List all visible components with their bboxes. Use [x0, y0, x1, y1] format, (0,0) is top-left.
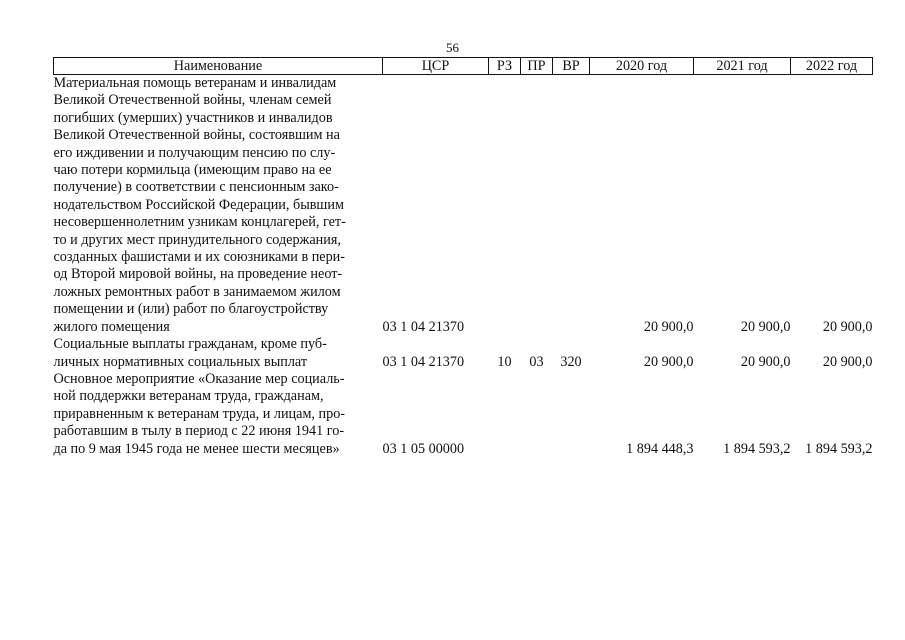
- row-csr: 03 1 04 21370: [382, 353, 465, 370]
- table-row: [54, 75, 873, 337]
- row-name-line: Материальная помощь ветеранам и инвалидам: [53, 75, 337, 91]
- row-name-line: Великой Отечественной войны, состоявшим на: [53, 127, 340, 144]
- row-2021: 20 900,0: [740, 353, 791, 370]
- row-name-line: созданных фашистами и их союзниками в пери-: [53, 249, 345, 266]
- row-2022: 1 894 593,2: [805, 440, 873, 457]
- row-pr: 03: [529, 353, 544, 370]
- header-rz: РЗ: [489, 58, 521, 75]
- row-name-line: нодательством Российской Федерации, бывшим: [53, 196, 344, 213]
- row-name-line: ной поддержки ветеранам труда, гражданам,: [53, 388, 324, 405]
- row-name-line: работавшим в тылу в период с 22 июня 1941 го-: [53, 423, 345, 440]
- header-name: Наименование: [54, 58, 383, 75]
- row-name-line: од Второй мировой войны, на проведение неот-: [53, 266, 343, 283]
- row-name: [54, 371, 383, 458]
- row-name-line: личных нормативных социальных выплат: [53, 353, 308, 370]
- row-name-line: Основное мероприятие «Оказание мер социаль-: [53, 370, 345, 387]
- header-csr: ЦСР: [383, 58, 489, 75]
- row-rz: 10: [497, 353, 512, 370]
- table-header-row: [54, 58, 873, 75]
- header-vr: ВР: [553, 58, 590, 75]
- row-2021: 1 894 593,2: [723, 440, 791, 457]
- row-name-line: Великой Отечественной войны, членам семей: [53, 92, 332, 109]
- row-rz: [489, 75, 521, 337]
- row-name-line: ложных ремонтных работ в занимаемом жилом: [53, 283, 341, 300]
- row-name-line: его иждивении и получающим пенсию по слу-: [53, 144, 336, 161]
- row-name-line: Социальные выплаты гражданам, кроме пуб-: [53, 336, 327, 353]
- page-number: 56: [446, 40, 459, 55]
- table-row: [54, 336, 873, 371]
- budget-table: [53, 57, 873, 458]
- row-vr: 320: [560, 353, 582, 370]
- table-row: [54, 371, 873, 458]
- header-2021: 2021 год: [694, 58, 791, 75]
- row-name-line: да по 9 мая 1945 года не менее шести месяцев»: [53, 440, 340, 457]
- row-2021: 20 900,0: [740, 318, 791, 335]
- row-name-line: жилого помещения: [53, 318, 170, 335]
- row-name-line: получение) в соответствии с пенсионным зако-: [53, 179, 339, 196]
- row-2020: 1 894 448,3: [626, 440, 694, 457]
- row-name-line: помещении и (или) работ по благоустройству: [53, 301, 329, 318]
- row-2020: 20 900,0: [643, 353, 694, 370]
- row-vr: [553, 75, 590, 337]
- row-name: [54, 75, 383, 337]
- row-name-line: то и других мест принудительного содержания,: [53, 231, 341, 248]
- row-name-line: погибших (умерших) участников и инвалидов: [53, 109, 333, 126]
- row-name: [54, 336, 383, 371]
- header-2022: 2022 год: [791, 58, 873, 75]
- row-pr: [521, 75, 553, 337]
- row-2022: 20 900,0: [822, 353, 873, 370]
- row-2020: 20 900,0: [643, 318, 694, 335]
- row-2022: 20 900,0: [822, 318, 873, 335]
- row-csr: 03 1 04 21370: [382, 318, 465, 335]
- header-pr: ПР: [521, 58, 553, 75]
- row-pr: [521, 371, 553, 458]
- row-name-line: несовершеннолетним узникам концлагерей, гет-: [53, 214, 346, 231]
- row-rz: [489, 371, 521, 458]
- row-name-line: чаю потери кормильца (имеющим право на ее: [53, 162, 332, 179]
- row-csr: 03 1 05 00000: [382, 440, 465, 457]
- row-name-line: приравненным к ветеранам труда, и лицам, про-: [53, 405, 346, 422]
- header-2020: 2020 год: [590, 58, 694, 75]
- row-vr: [553, 371, 590, 458]
